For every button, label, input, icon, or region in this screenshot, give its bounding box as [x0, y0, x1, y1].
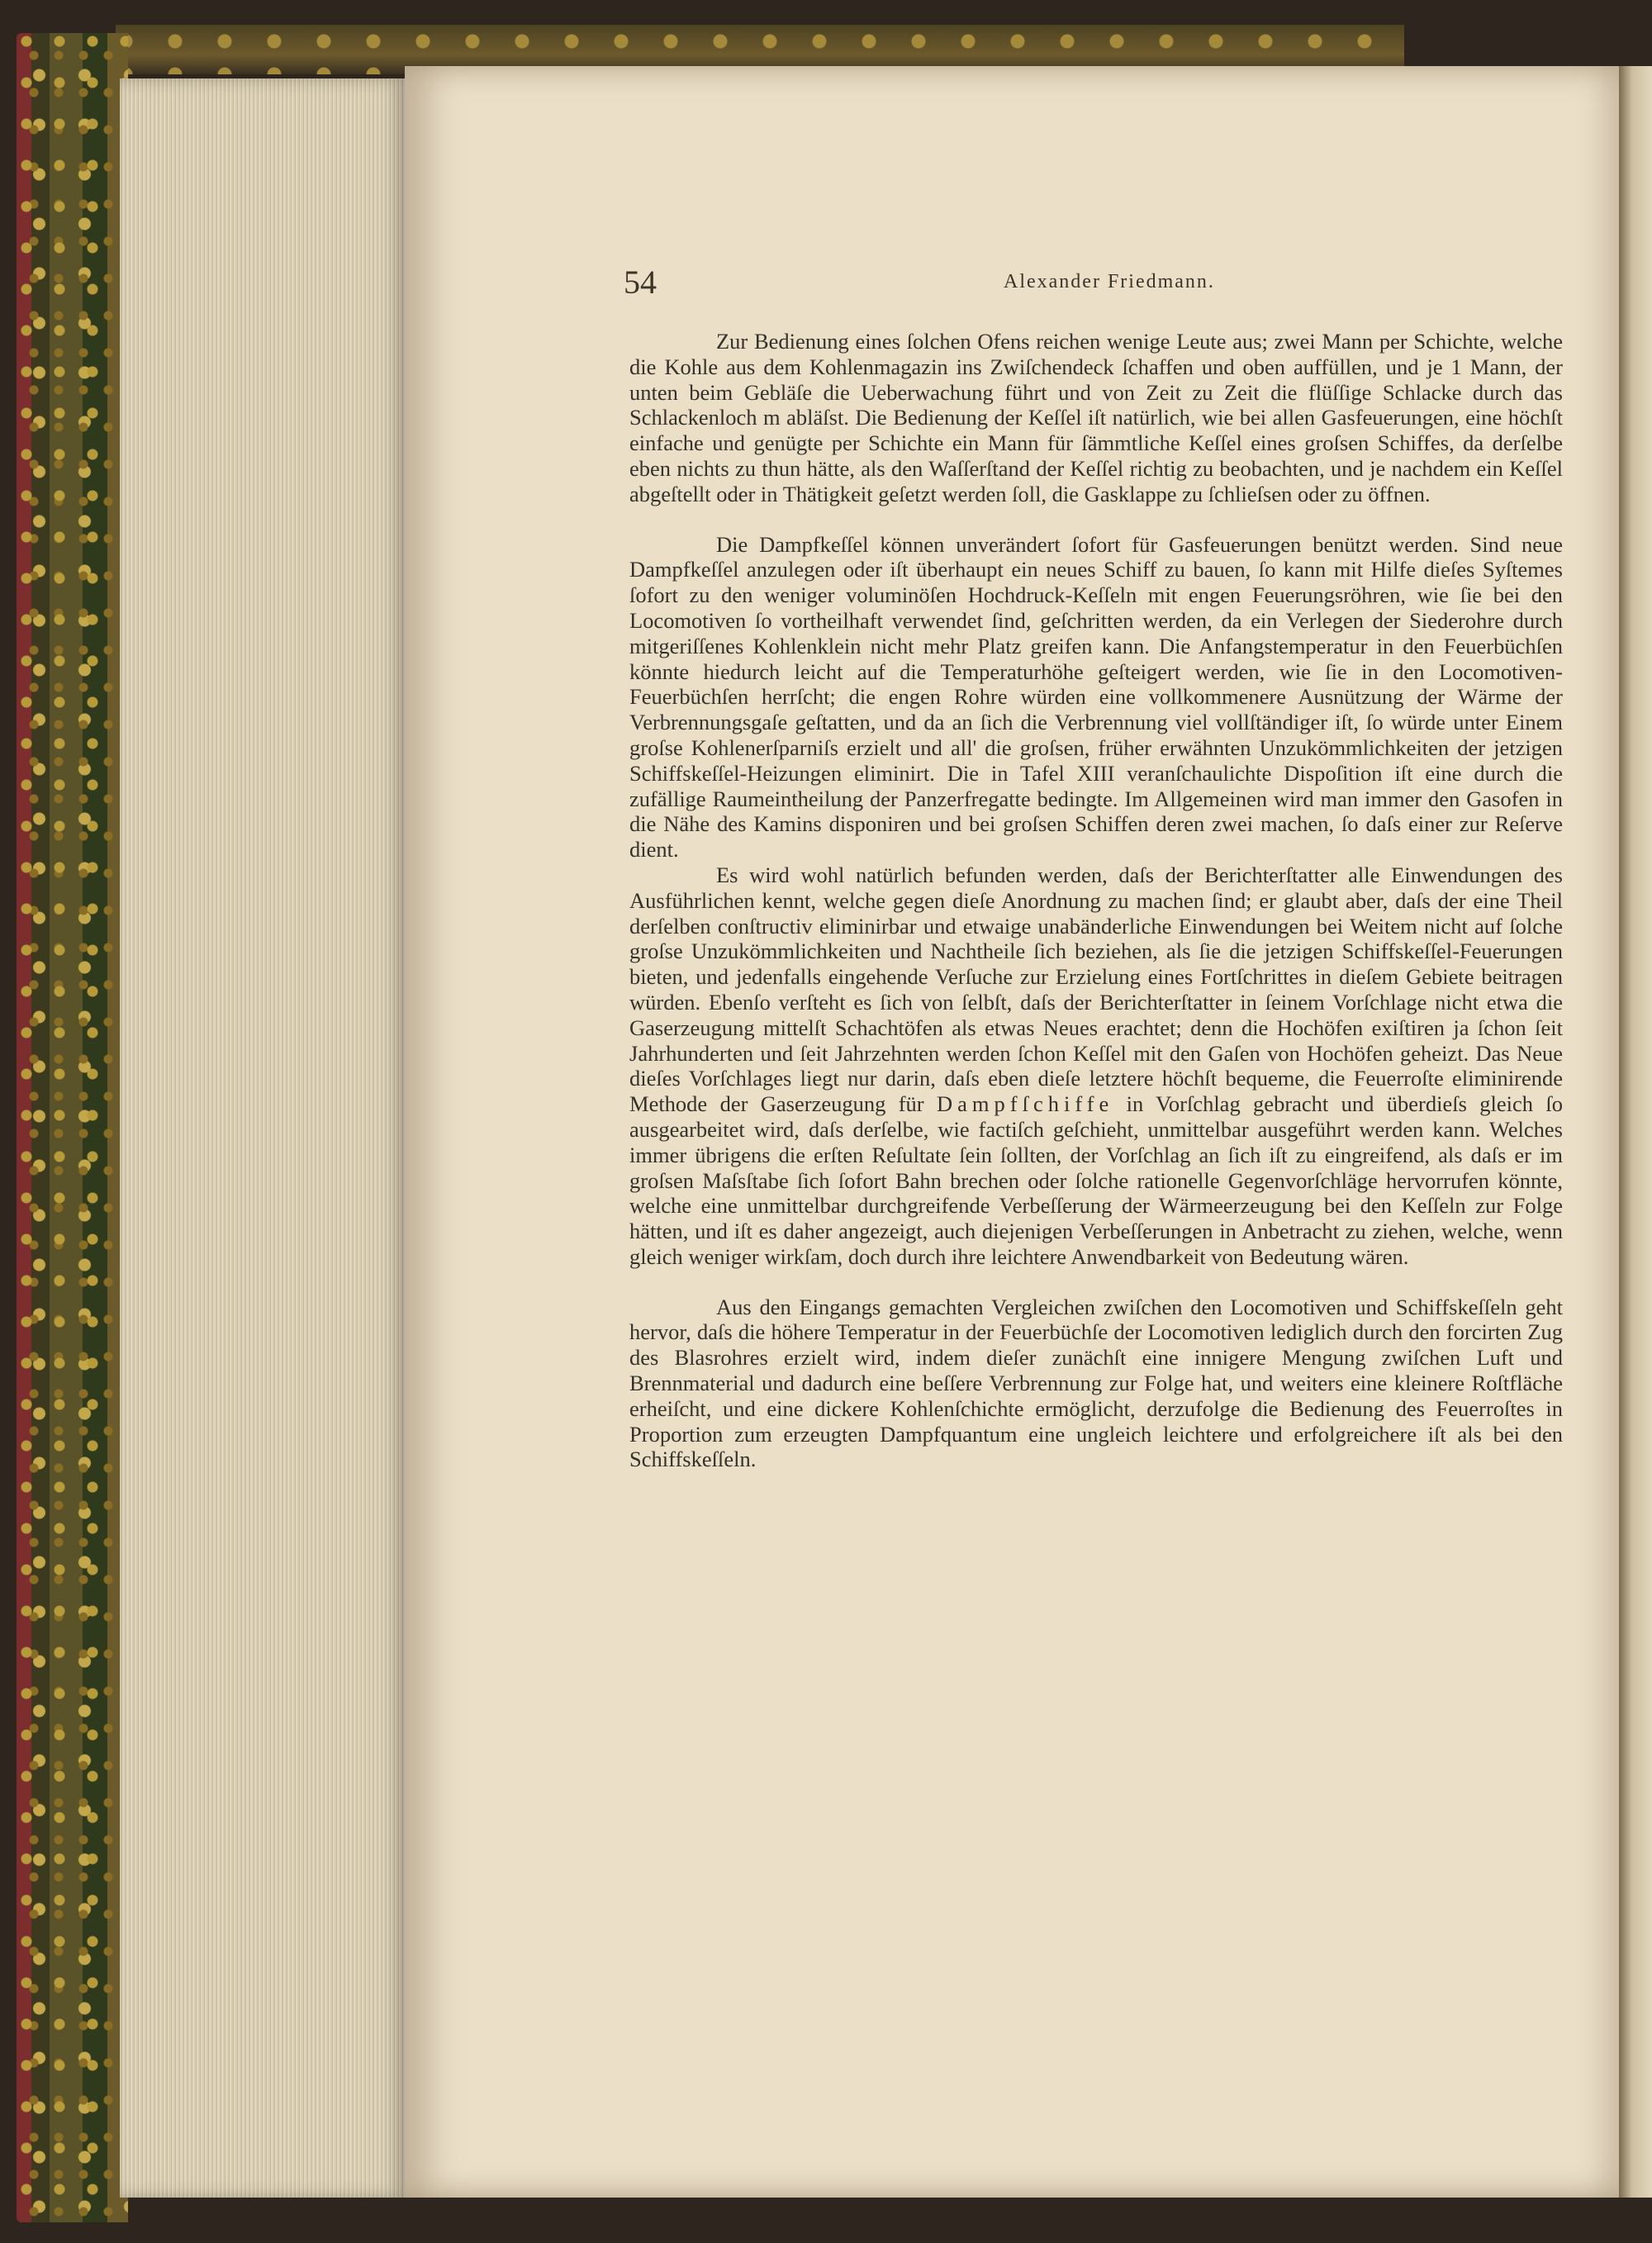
paragraph-3-continuation: in Vorſchlag gebracht und überdieſs gleich ſo ausgearbeitet wird, daſs derſelbe, wie factiſch geſchieht, unmittelbar ausgeführt werden kann. Welches immer übrigens die erſten Reſultate ſein ſollten, der Vorſchlag an ſich iſt zu eingreifend, als daſs er im groſsen Maſsſtabe ſich ſofort Bahn brechen oder ſolche rationelle Gegenvorſchläge hervorrufen könnte, welche eine unmittelbar durchgreifende Verbeſſerung der Wärmeerzeugung bei den Keſſeln zur Folge hätten, und iſt es daher angezeigt, auch diejenigen Verbeſſerungen in Anbetracht zu ziehen, welche, wenn gleich weniger wirkſam, doch durch ihre leichtere Anwendbarkeit von Bedeutung wären. [629, 1091, 1564, 1269]
page-header [624, 263, 1549, 312]
page-number: 54 [624, 264, 657, 301]
book-cover-marbled-edge [17, 33, 128, 2222]
paragraph-3 [629, 863, 1563, 1270]
running-head: Alexander Friedmann. [1004, 271, 1215, 292]
paragraph-3-text: Es wird wohl natürlich befunden werden, daſs der Berichterſtatter alle Einwendungen des Ausführlichen kennt, welche gegen dieſe Anordnung zu machen ſind; er glaubt aber, daſs der eine Theil derſelben conſtructiv eliminirbar und etwaige unabänderliche Einwendungen bei Weitem nicht auf ſolche groſse Unzukömmlichkeiten und Nachtheile ſich beziehen, als ſie die jetzigen Schiffskeſſel-Feuerungen bieten, und jedenfalls eingehende Verſuche zur Erzielung eines Fortſchrittes in dieſem Gebiete beitragen würden. Ebenſo verſteht es ſich von ſelbſt, daſs der Berichterſtatter in ſeinem Vorſchlage nicht etwa die Gaserzeugung mittelſt Schachtöfen als etwas Neues erachtet; denn die Hochöfen exiſtiren ja ſchon ſeit Jahrhunderten und ſeit Jahrzehnten werden ſchon Keſſel mit den Gaſen von Hochöfen geheizt. Das Neue dieſes Vorſchlages liegt nur darin, daſs eben dieſe letztere höchſt bequeme, die Feuerroſte eliminirende Methode der Gaserzeugung für [629, 862, 1563, 1117]
right-page-edge [1619, 66, 1652, 2198]
spaced-word: Dampfſchiffe [937, 1091, 1114, 1117]
body-text [629, 329, 1563, 1472]
page-edges [120, 78, 405, 2198]
paragraph-1: Zur Bedienung eines ſolchen Ofens reichen wenige Leute aus; zwei Mann per Schichte, welche die Kohle aus dem Kohlenmagazin ins Zwiſchendeck ſchaffen und oben auffüllen, und je 1 Mann, der unten beim Gebläſe die Ueberwachung führt und von Zeit zu Zeit die flüſſige Schlacke durch das Schlackenloch m abläſst. Die Bedienung der Keſſel iſt natürlich, wie bei allen Gasfeuerungen, eine höchſt einfache und genügte per Schichte ein Mann für ſämmtliche Keſſel eines groſsen Schiffes, da derſelbe eben nichts zu thun hätte, als den Waſſerſtand der Keſſel richtig zu beobachten, und je nachdem ein Keſſel abgeſtellt oder in Thätigkeit geſetzt werden ſoll, die Gasklappe zu ſchlieſsen oder zu öffnen. [629, 329, 1563, 506]
paragraph-2: Die Dampfkeſſel können unverändert ſofort für Gasfeuerungen benützt werden. Sind neue Dampfkeſſel anzulegen oder iſt überhaupt ein neues Schiff zu bauen, ſo kann mit Hilfe dieſes Syſtemes ſofort zu den weniger voluminöſen Hochdruck-Keſſeln mit engen Feuerungsröhren, wie ſie bei den Locomotiven ſo vortheilhaft verwendet ſind, geſchritten werden, da ein Verlegen der Siederohre durch mitgeriſſenes Kohlenklein nicht mehr Platz greifen kann. Die Anfangstemperatur in den Feuerbüchſen könnte hiedurch leicht auf die Temperaturhöhe geſteigert werden, wie ſie in den Locomotiven-Feuerbüchſen herrſcht; die engen Rohre würden eine vollkommenere Ausnützung der Wärme der Verbrennungsgaſe geſtatten, und da an ſich die Verbrennung viel vollſtändiger iſt, ſo würde unter Einem groſse Kohlenerſparniſs erzielt und all' die groſsen, früher erwähnten Unzukömmlichkeiten der jetzigen Schiffskeſſel-Heizungen eliminirt. Die in Tafel XIII veranſchaulichte Dispoſition iſt eine durch die zufällige Raumeintheilung der Panzerfregatte bedingte. Im Allgemeinen wird man immer den Gasofen in die Nähe des Kamins disponiren und bei groſsen Schiffen deren zwei machen, ſo daſs einer zur Reſerve dient. [629, 531, 1563, 863]
paragraph-4: Aus den Eingangs gemachten Vergleichen zwiſchen den Locomotiven und Schiffskeſſeln geht hervor, daſs die höhere Temperatur in der Feuerbüchſe der Locomotiven lediglich durch den forcirten Zug des Blasrohres erzielt wird, indem dieſer zunächſt eine innigere Mengung zwiſchen Luft und Brennmaterial und dadurch eine beſſere Verbrennung zur Folge hat, und weiters eine kleinere Roſtfläche erheiſcht, und eine dickere Kohlenſchichte ermöglicht, derzufolge die Bedienung des Feuerroſtes in Proportion zum erzeugten Dampfquantum eine ungleich leichtere und erfolgreichere iſt als bei den Schiffskeſſeln. [629, 1294, 1563, 1472]
